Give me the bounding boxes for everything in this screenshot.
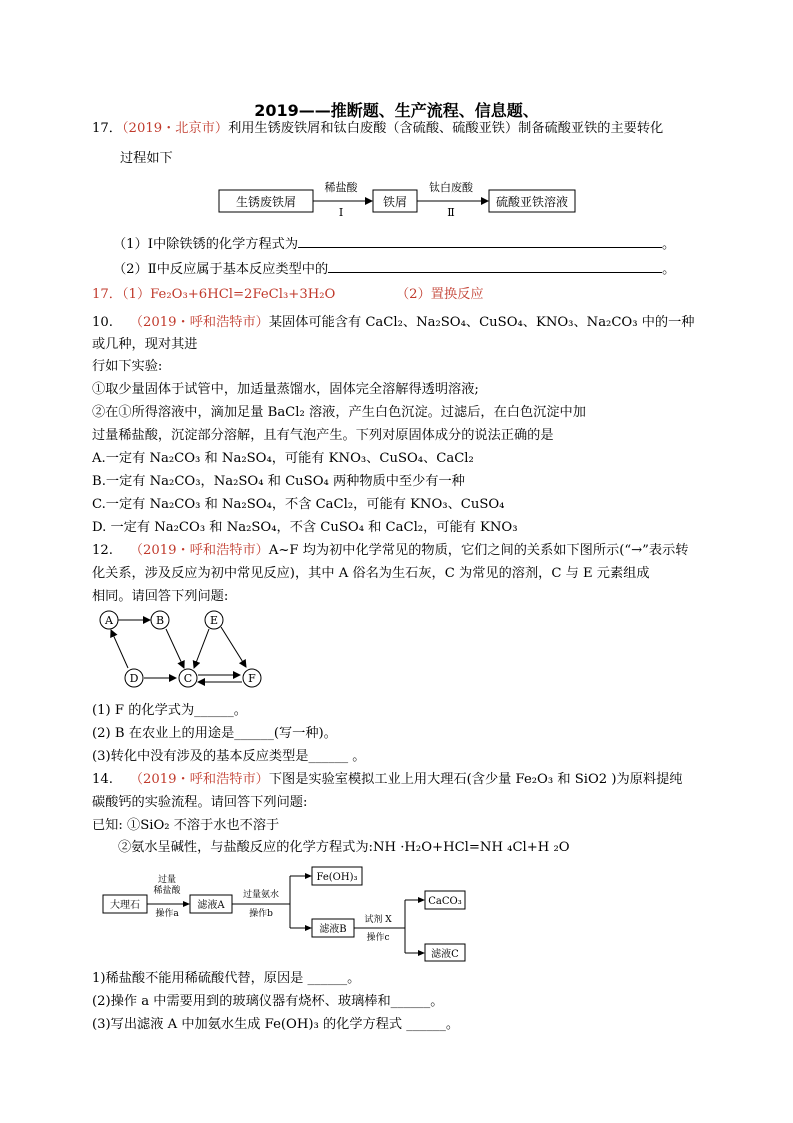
q12-stem3: 相同。请回答下列问题: [92,589,229,604]
q10-source: （2019・呼和浩特市） [129,315,269,330]
q17-sub1-text: （1）Ⅰ中除铁锈的化学方程式为 [113,237,299,252]
q14-box-filtrate-c-text: 滤液C [431,949,459,960]
q12-node-c-label: C [183,672,193,685]
q12-node-d [125,669,143,687]
q17-sub1-end: 。 [662,237,676,252]
q12-edge-b-c [166,629,184,668]
q17-stem2: 过程如下 [120,151,173,166]
q12-node-a [100,611,118,629]
q12-stem1: A~F 均为初中化学常见的物质，它们之间的关系如下图所示(“→”表示转 [268,543,689,558]
q10-option-c: C.一定有 Na₂CO₃ 和 Na₂SO₄，不含 CaCl₂，可能有 KNO₃、CuSO₄ [92,497,505,512]
q10-step2a: ②在①所得溶液中，滴加足量 BaCl₂ 溶液，产生白色沉淀。过滤后，在白色沉淀中加 [92,405,586,420]
q12-node-c [179,669,197,687]
q17-sub2-blank [328,258,662,273]
q12-node-e [205,611,223,629]
q17-box1-text: 生锈废铁屑 [235,195,297,209]
q17-box2-text: 铁屑 [382,195,408,209]
q17-arrow2-head [481,197,489,205]
q17-source: （2019・北京市） [121,121,229,136]
page-title: 2019——推断题、生产流程、信息题、 [254,101,539,120]
q12-source: （2019・呼和浩特市） [129,543,269,558]
q10-option-b: B.一定有 Na₂CO₃，Na₂SO₄ 和 CuSO₄ 两种物质中至少有一种 [92,474,465,489]
q10-option-d: D. 一定有 Na₂CO₃ 和 Na₂SO₄，不含 CuSO₄ 和 CaCl₂，可能有 KNO₃ [92,520,518,535]
q14-op-a: 操作a [155,909,179,919]
q17-answer2: （2）置换反应 [396,287,484,302]
q12-stem-line1 [92,542,688,560]
q14-source: （2019・呼和浩特市） [129,772,269,787]
q12-relation-diagram [92,605,272,695]
q14-sub3: (3)写出滤液 A 中加氨水生成 Fe(OH)₃ 的化学方程式 ______。 [92,1017,460,1032]
q14-process-diagram [100,862,470,962]
q17-sub1-blank [298,233,662,248]
q12-node-a-label: A [105,614,113,627]
q17-answer1: 17．（1）Fe₂O₃+6HCl=2FeCl₃+3H₂O [92,287,336,302]
q17-arrow1-step: Ⅰ [338,206,344,219]
q12-node-d-label: D [129,672,139,685]
q14-sub1: 1)稀盐酸不能用稀硫酸代替，原因是 ______。 [92,971,361,986]
q14-branch2-bottom-head [418,950,425,956]
q17-arrow2-step: Ⅱ [447,206,455,219]
q14-known1: 已知: ①SiO₂ 不溶于水也不溶于 [92,818,280,833]
q14-arrow1-head [183,901,190,907]
q12-node-f-label: F [248,672,256,685]
q17-number: 17． [92,121,122,136]
q14-reagent1a: 过量 [157,875,177,885]
q14-box-marble-text: 大理石 [110,900,140,911]
q14-box-caco3-text: CaCO₃ [428,896,462,907]
q17-stem1: 利用生锈废铁屑和钛白废酸（含硫酸、硫酸亚铁）制备硫酸亚铁的主要转化 [228,121,664,136]
q14-number: 14. [92,772,113,787]
q17-stem-line1 [92,120,663,138]
q12-number: 12. [92,543,113,558]
q10-option-a: A.一定有 Na₂CO₃ 和 Na₂SO₄，可能有 KNO₃、CuSO₄、CaCl₂ [92,451,474,466]
q12-node-f [243,669,261,687]
q14-stem1: 下图是实验室模拟工业上用大理石(含少量 Fe₂O₃ 和 SiO2 )为原料提纯 [268,772,683,787]
q14-sub2: (2)操作 a 中需要用到的玻璃仪器有烧杯、玻璃棒和______。 [92,994,444,1009]
q17-sub1 [113,233,675,254]
q14-branch1-top-head [305,873,312,879]
q12-node-b [151,611,169,629]
q14-stem2: 碳酸钙的实验流程。请回答下列问题: [92,795,308,810]
q14-box-feoh3-text: Fe(OH)₃ [316,872,358,883]
q10-stem3: 行如下实验: [92,359,163,374]
q17-sub2 [113,258,675,279]
q17-arrow1-label: 稀盐酸 [324,181,358,194]
q12-sub3: (3)转化中没有涉及的基本反应类型是______ 。 [92,749,366,764]
q10-stem-line1 [92,314,694,332]
q12-node-b-label: B [155,614,165,627]
q17-arrow1-head [365,197,373,205]
q14-op-b: 操作b [249,909,273,919]
q10-number: 10. [92,315,113,330]
q17-arrow2-label: 钛白废酸 [429,181,473,194]
q12-sub2: (2) B 在农业上的用途是______(写一种)。 [92,726,337,741]
q17-sub2-end: 。 [662,262,676,277]
q14-op-c: 操作c [366,933,390,943]
q14-known2: ②氨水呈碱性，与盐酸反应的化学方程式为:NH ·H₂O+HCl=NH ₄Cl+H ₂O [118,840,570,855]
q10-step1: ①取少量固体于试管中，加适量蒸馏水，固体完全溶解得透明溶液; [92,382,479,397]
q10-stem2: 或几种，现对其进 [92,337,198,352]
q14-reagent3: 试剂 X [364,915,392,925]
q12-sub1: (1) F 的化学式为______。 [92,703,247,718]
q17-box3-text: 硫酸亚铁溶液 [495,195,569,209]
q17-sub2-text: （2）Ⅱ中反应属于基本反应类型中的 [113,262,329,277]
q14-reagent2: 过量氨水 [242,890,280,900]
q12-edge-d-a [111,630,128,668]
q14-branch1-bottom-head [305,925,312,931]
q14-stem-line1 [92,771,682,789]
q14-box-filtrate-a-text: 滤液A [197,900,225,911]
q12-edge-e-c [194,629,209,668]
q14-reagent1b: 稀盐酸 [153,886,181,896]
q17-process-diagram [215,180,580,222]
q10-step2b: 过量稀盐酸，沉淀部分溶解，且有气泡产生。下列对原固体成分的说法正确的是 [92,428,554,443]
q12-stem2: 化关系，涉及反应为初中常见反应)，其中 A 俗名为生石灰，C 为常见的溶剂，C 与 E 元素组成 [92,566,650,581]
q12-edge-e-f [221,627,246,667]
q14-branch2-top-head [418,897,425,903]
q12-node-e-label: E [209,614,219,627]
q14-box-filtrate-b-text: 滤液B [319,924,347,935]
q10-stem1: 某固体可能含有 CaCl₂、Na₂SO₄、CuSO₄、KNO₃、Na₂CO₃ 中的一种 [268,315,695,330]
